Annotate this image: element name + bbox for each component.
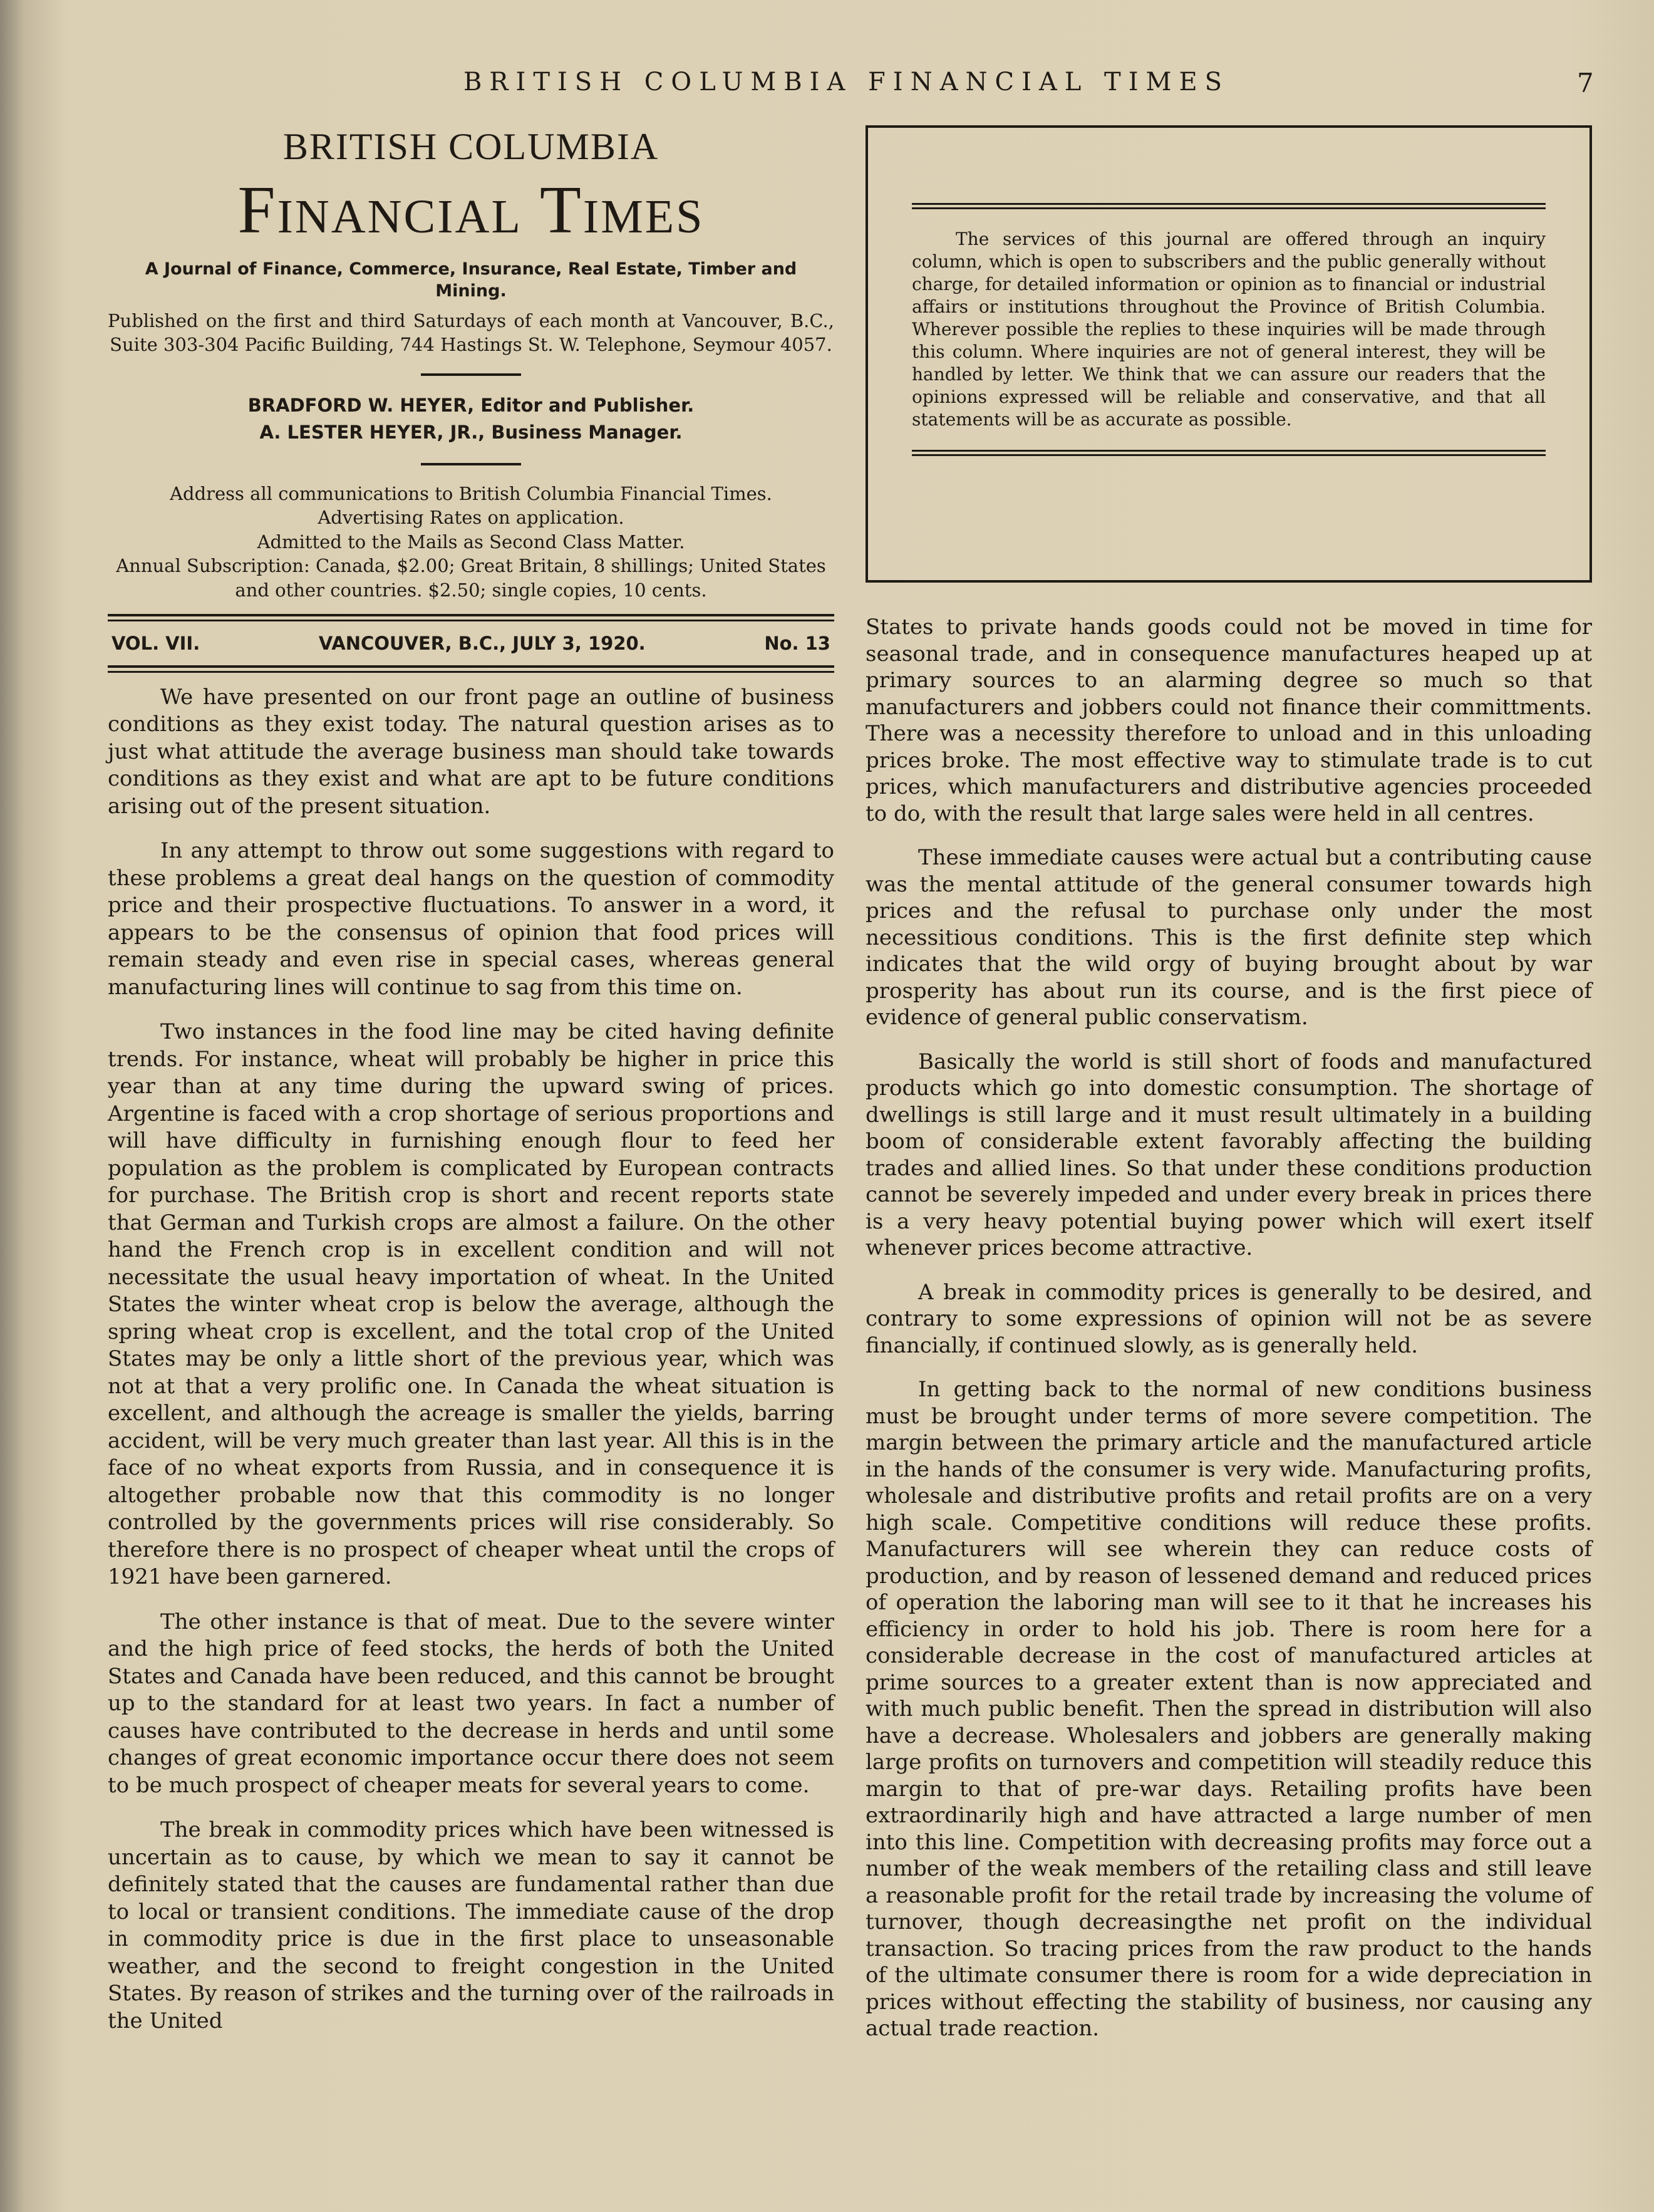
paragraph: The break in commodity prices which have been witnessed is uncertain as to cause, by which we mean to say it cannot be definitely stated that the causes are fundamental rather than due to local or transient conditions. The immediate cause of the drop in commodity price is due in the first place to unseasonable weather, and the second to freight congestion in the United States. By reason of strikes and the turning over of the railroads in the United (108, 1817, 834, 2033)
masthead-title-line2: Financial Times (237, 173, 705, 247)
paragraph: We have presented on our front page an outline of business conditions as they exist today. The natural question arises as to just what attitude the average business man should take towards conditions as they exist and what are apt to be future conditions arising out of the present situation. (108, 684, 834, 819)
masthead (108, 125, 834, 603)
inquiry-notice-text: The services of this journal are offered through an inquiry column, which is open to subscribers and the public generally without charge, for detailed information or opinion as to financial or industrial affairs or institutions throughout the Province of British Columbia. Wherever possible the replies to these inquiries will be made through this column. Where inquiries are not of general interest, they will be handled by letter. We think that we can assure our readers that the opinions expressed will be reliable and conservative, and that all statements will be as accurate as possible. (912, 229, 1546, 430)
inquiry-notice-box (866, 125, 1592, 583)
divider (912, 450, 1546, 456)
editorial-left (108, 684, 834, 2035)
divider (108, 614, 834, 621)
paragraph: These immediate causes were actual but a contributing cause was the mental attitude of the general consumer towards high prices and the refusal to purchase only under the most necessitious conditions. This is the first definite step which indicates that the wild orgy of buying brought about by war prosperity has about run its course, and is the first piece of evidence of general public conservatism. (866, 845, 1592, 1030)
subscription-line: Annual Subscription: Canada, $2.00; Great Britain, 8 shillings; United States and other countries. $2.50; single copies, 10 cents. (116, 555, 826, 601)
issue-line (111, 633, 830, 654)
paragraph: A break in commodity prices is generally to be desired, and contrary to some expressions of opinion will not be as severe financially, if continued slowly, as is generally held. (866, 1279, 1592, 1358)
divider (421, 373, 521, 376)
place-date: VANCOUVER, B.C., JULY 3, 1920. (318, 632, 646, 654)
volume-label: VOL. VII. (111, 632, 200, 654)
left-column (108, 125, 834, 2052)
paragraph: Two instances in the food line may be cited having definite trends. For instance, wheat will probably be higher in price this year than at any time during the upward swing of prices. Argentine is faced with a crop shortage of serious proportions and will have difficulty in furnishing enough flour to feed her population as the problem is complicated by European contracts for purchase. The British crop is short and recent reports state that German and Turkish crops are almost a failure. On the other hand the French crop is in excellent condition and will not necessitate the usual heavy importation of wheat. In the United States the winter wheat crop is below the average, although the spring wheat crop is excellent, and the total crop of the United States may be only a little short of the previous year, which was not at that a very prolific one. In Canada the wheat situation is excellent, and although the acreage is smaller the yields, barring accident, will be very much greater than last year. All this is in the face of no wheat exports from Russia, and in consequence it is altogether probable now that this commodity is no longer controlled by the governments prices will rise considerably. So therefore there is no prospect of cheaper wheat until the crops of 1921 have been garnered. (108, 1019, 834, 1590)
publication-info: Published on the first and third Saturdays of each month at Vancouver, B.C., Suite 303-304 Pacific Building, 744 Hastings St. W. Telephone, Seymour 4057. (108, 309, 834, 356)
divider (421, 463, 521, 465)
editorial-right (866, 614, 1592, 2042)
page-number: 7 (1577, 68, 1594, 98)
issue-number: No. 13 (764, 632, 830, 654)
editor-line: BRADFORD W. HEYER, Editor and Publisher. (247, 394, 695, 416)
running-title: BRITISH COLUMBIA FINANCIAL TIMES (463, 68, 1230, 96)
masthead-title-line1: BRITISH COLUMBIA (282, 126, 659, 167)
advertising-line: Advertising Rates on application. (318, 507, 624, 529)
divider (912, 203, 1546, 209)
right-column (866, 125, 1592, 2060)
mails-line: Admitted to the Mails as Second Class Matter. (257, 531, 685, 553)
manager-line: A. LESTER HEYER, JR., Business Manager. (259, 422, 683, 444)
paragraph: In getting back to the normal of new conditions business must be brought under terms of more severe competition. The margin between the primary article and the manufactured article in the hands of the consumer is very wide. Manufacturing profits, wholesale and distributive profits and retail profits are on a very high scale. Competitive conditions will reduce these profits. Manufacturers will see wherein they can reduce costs of production, and by reason of lessened demand and reduced prices of operation the laboring man will see to it that he increases his efficiency in order to hold his job. There is room here for a considerable decrease in the cost of manufactured articles at prime sources to a greater extent than is now appreciated and with much public benefit. Then the spread in distribution will also have a decrease. Wholesalers and jobbers are generally making large profits on turnovers and competition will steadily reduce this margin to that of pre-war days. Retailing profits have been extraordinarily high and have attracted a large number of men into this line. Competition with decreasing profits may force out a number of the weak members of the retailing class and still leave a reasonable profit for the retail trade by increasing the volume of turnover, though decreasingthe net profit on the individual transaction. So tracing prices from the raw product to the hands of the ultimate consumer there is room for a wide depreciation in prices without effecting the stability of business, nor causing any actual trade reaction. (866, 1377, 1592, 2041)
running-head (0, 68, 1654, 105)
address-line: Address all communications to British Columbia Financial Times. (170, 482, 772, 504)
divider (108, 665, 834, 673)
paragraph: The other instance is that of meat. Due to the severe winter and the high price of feed stocks, the herds of both the United States and Canada have been reduced, and this cannot be brought up to the standard for at least two years. In fact a number of causes have contributed to the decrease in herds and until some changes of great economic importance occur there does not seem to be much prospect of cheaper meats for several years to come. (108, 1609, 834, 1798)
paragraph: In any attempt to throw out some suggestions with regard to these problems a great deal hangs on the question of commodity price and their prospective fluctuations. To answer in a word, it appears to be the consensus of opinion that food prices will remain steady and even rise in special cases, whereas general manufacturing lines will continue to sag from this time on. (108, 838, 834, 1000)
paragraph: States to private hands goods could not be moved in time for seasonal trade, and in consequence manufactures heaped up at primary sources to an alarming degree so much so that manufacturers and jobbers could not finance their committments. There was a necessity therefore to unload and in this unloading prices broke. The most effective way to stimulate trade is to cut prices, which manufacturers and distributive agencies proceeded to do, with the result that large sales were held in all centres. (866, 615, 1592, 826)
paragraph: Basically the world is still short of foods and manufactured products which go into domestic consumption. The shortage of dwellings is still large and it must result ultimately in a building boom of considerable extent favorably affecting the building trades and allied lines. So that under these conditions production cannot be severely impeded and under every break in prices there is a very heavy potential buying power which will exert itself whenever prices become attractive. (866, 1049, 1592, 1260)
masthead-subtitle: A Journal of Finance, Commerce, Insurance, Real Estate, Timber and Mining. (145, 259, 797, 301)
